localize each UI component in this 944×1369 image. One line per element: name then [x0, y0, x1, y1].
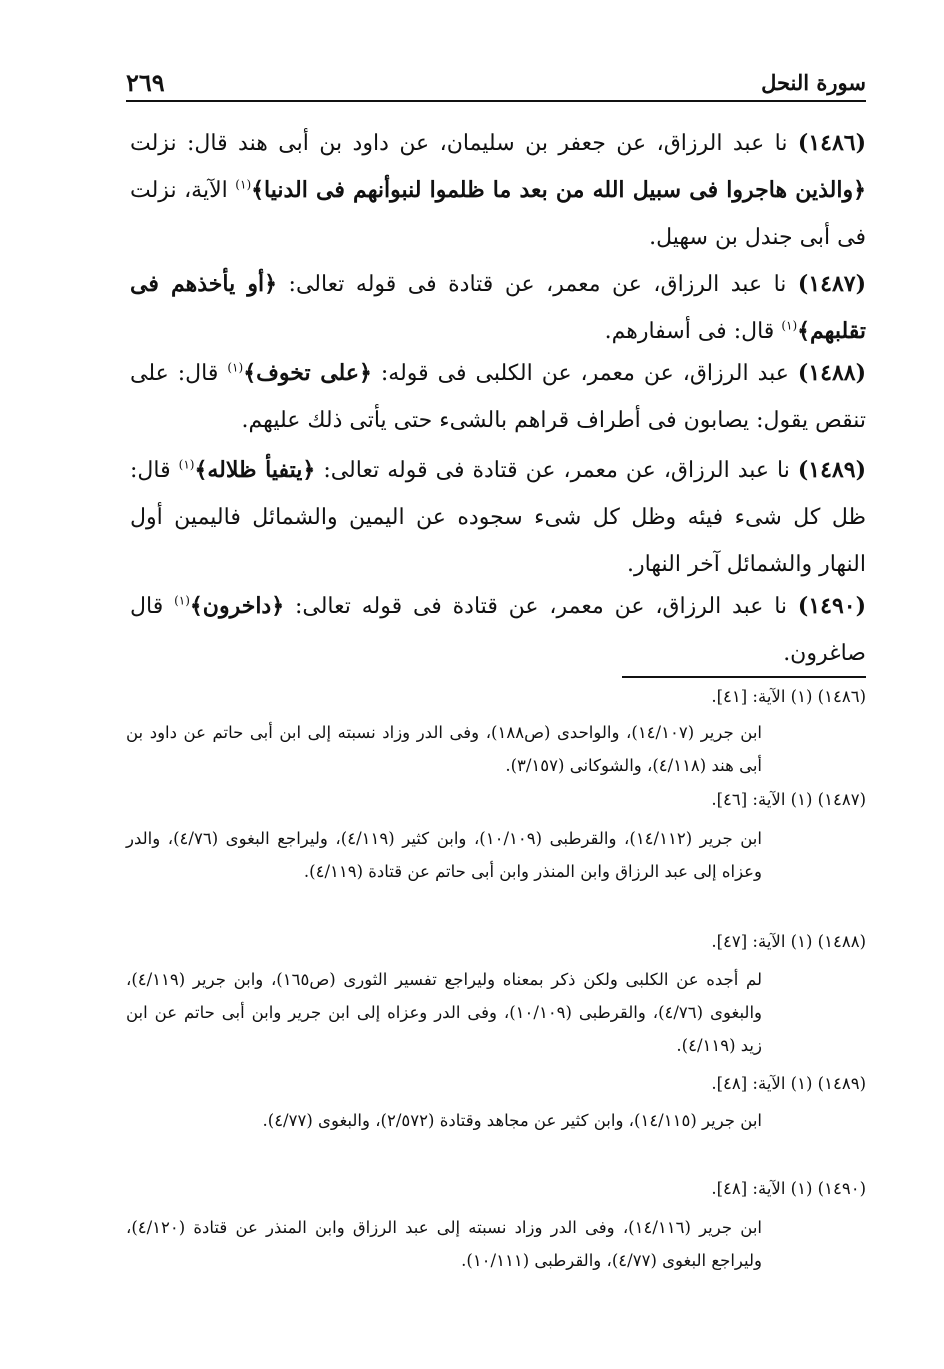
entry-number: (١٤٨٧)	[797, 271, 866, 297]
footnote-body: ابن جرير (١٤/١١٦)، وفى الدر وزاد نسبته إلى عبد الرزاق وابن المنذر عن قتادة (٤/١٢٠)، وليراجع البغوى (٤/٧٧)، والقرطبى (١٠/١١١).	[126, 1218, 762, 1270]
entry-1487	[130, 261, 866, 355]
entry-1490	[130, 583, 866, 677]
footnote-ref: (١)	[235, 177, 252, 192]
entry-text: نا عبد الرزاق، عن معمر، عن قتادة فى قوله تعالى:	[323, 458, 790, 483]
footnote-body: ابن جرير (١٤/١٠٧)، والواحدى (ص١٨٨)، وفى الدر وزاد نسبته إلى ابن أبى حاتم عن داود بن أبى هند (٤/١١٨)، والشوكانى (٣/١٥٧).	[126, 723, 762, 775]
footnote-ref: (١)	[781, 318, 798, 333]
footnote-ref: (١)	[227, 360, 244, 375]
footnote-heading: (١٤٨٩) (١) الآية: [٤٨].	[711, 1074, 866, 1093]
footnote-heading: (١٤٨٧) (١) الآية: [٤٦].	[711, 790, 866, 809]
quran-quote: ﴿على تخوف﴾	[243, 360, 372, 386]
quran-quote: ﴿والذين هاجروا فى سبيل الله من بعد ما ظلموا لنبوأنهم فى الدنيا﴾	[251, 177, 867, 203]
footnote-body: ابن جرير (١٤/١١٥)، وابن كثير عن مجاهد وقتادة (٢/٥٧٢)، والبغوى (٤/٧٧).	[262, 1111, 762, 1130]
entry-text: قال: على تنقص يقول: يصابون فى أطراف قراهم بالشىء حتى يأتى ذلك عليهم.	[130, 361, 866, 433]
entry-text: قال صاغرون.	[130, 594, 866, 666]
entry-number: (١٤٨٦)	[797, 130, 866, 156]
footnote-heading: (١٤٨٨) (١) الآية: [٤٧].	[711, 932, 866, 951]
entry-1489	[130, 447, 866, 588]
quran-quote: ﴿يتفيأ ظلاله﴾	[194, 457, 316, 483]
sura-title: سورة النحل	[761, 70, 866, 95]
footnote-ref: (١)	[174, 593, 190, 608]
entry-1486	[130, 120, 866, 261]
footnote-ref: (١)	[178, 457, 195, 472]
footnote-body: ابن جرير (١٤/١١٢)، والقرطبى (١٠/١٠٩)، وابن كثير (٤/١١٩)، وليراجع البغوى (٤/٧٦)، والدر وعزاه إلى عبد الرزاق وابن المنذر وابن أبى حاتم عن قتادة (٤/١١٩).	[126, 829, 762, 881]
entry-1488	[130, 350, 866, 444]
entry-number: (١٤٨٩)	[797, 457, 866, 483]
entry-number: (١٤٨٨)	[797, 360, 867, 386]
footnote-body: لم أجده عن الكلبى ولكن ذكر بمعناه وليراجع تفسير الثورى (ص١٦٥)، وابن جرير (٤/١١٩)، والبغوى (٤/٧٦)، والقرطبى (١٠/١٠٩)، وفى الدر وعزاه إلى ابن جرير وابن أبى حاتم عن ابن زيد (٤/١١٩).	[126, 970, 763, 1055]
entry-text: نا عبد الرزاق، عن معمر، عن قتادة فى قوله تعالى:	[294, 594, 788, 619]
quran-quote: ﴿أو يأخذهم فى تقلبهم﴾	[130, 271, 866, 344]
footnote-heading: (١٤٨٦) (١) الآية: [٤١].	[711, 687, 866, 706]
page-number: ٢٦٩	[126, 68, 165, 97]
page-header	[126, 62, 866, 102]
entry-number: (١٤٩٠)	[797, 593, 867, 619]
entry-text: قال: ظل كل شىء فيئه وظل كل شىء سجوده عن اليمين والشمائل فاليمين أول النهار والشمائل آخر النهار.	[130, 458, 866, 577]
footnote-heading: (١٤٩٠) (١) الآية: [٤٨].	[711, 1179, 866, 1198]
footnote-separator	[622, 676, 866, 678]
entry-text: نا عبد الرزاق، عن جعفر بن سليمان، عن داود بن أبى هند قال: نزلت	[130, 131, 788, 156]
entry-text: قال: فى أسفارهم.	[604, 319, 775, 344]
entry-text: عبد الرزاق، عن معمر، عن الكلبى فى قوله:	[380, 361, 789, 386]
entry-text: نا عبد الرزاق، عن معمر، عن قتادة فى قوله تعالى:	[288, 272, 787, 297]
entry-text: الآية، نزلت فى أبى جندل بن سهيل.	[130, 178, 866, 250]
quran-quote: ﴿داخرون﴾	[189, 593, 285, 619]
